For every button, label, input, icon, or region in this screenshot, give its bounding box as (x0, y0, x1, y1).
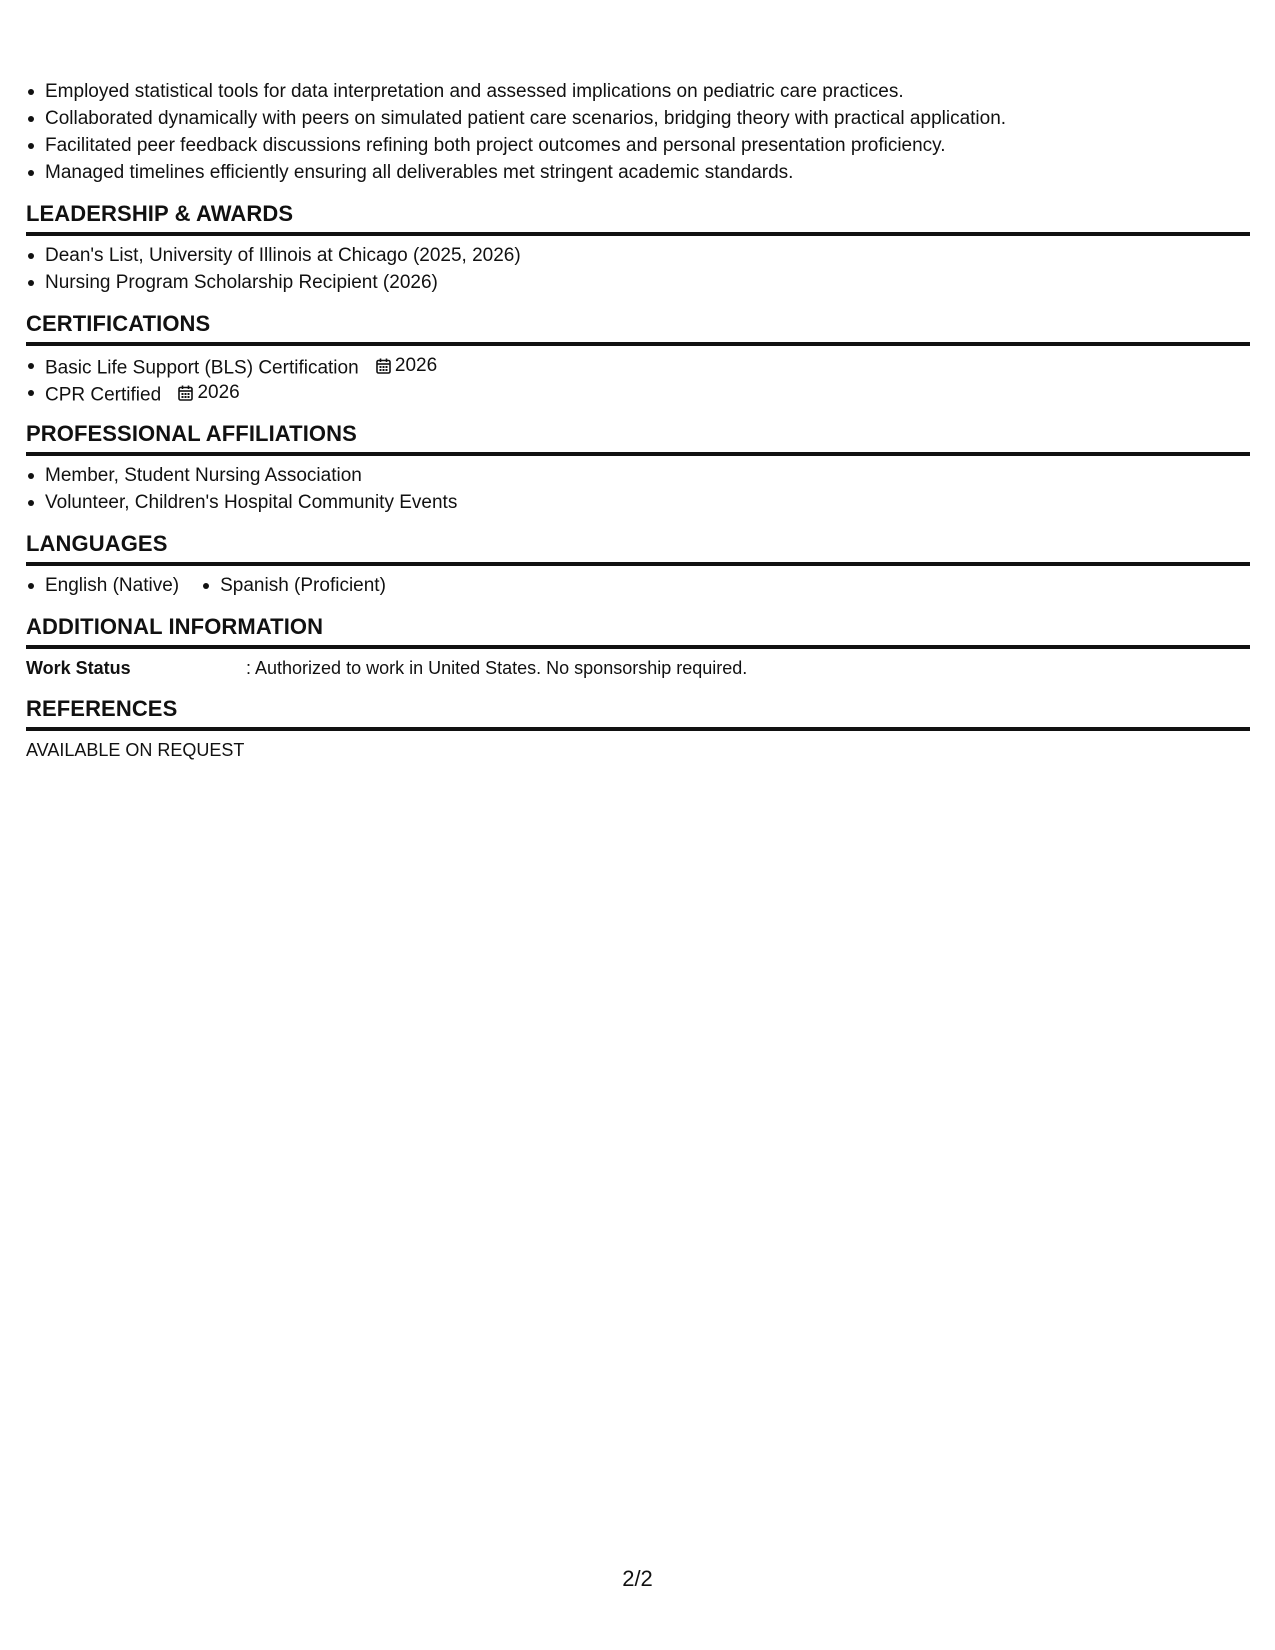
leadership-section (26, 200, 1250, 296)
references-text: AVAILABLE ON REQUEST (26, 740, 245, 760)
work-status-value: : Authorized to work in United States. No sponsorship required. (246, 658, 748, 678)
list-item: Nursing Program Scholarship Recipient (2026) (26, 269, 1250, 296)
certification-date (376, 352, 437, 379)
section-title-affiliations: PROFESSIONAL AFFILIATIONS (26, 420, 1250, 456)
work-status-label: Work Status (26, 658, 131, 678)
list-item: Managed timelines efficiently ensuring all deliverables met stringent academic standards. (26, 159, 1250, 186)
certification-item (26, 379, 1250, 406)
list-item: Facilitated peer feedback discussions refining both project outcomes and personal presentation proficiency. (26, 132, 1250, 159)
languages-section (26, 530, 1250, 599)
list-item: Dean's List, University of Illinois at Chicago (2025, 2026) (26, 242, 1250, 269)
work-status-row (26, 655, 1250, 681)
affiliations-section (26, 420, 1250, 516)
section-title-languages: LANGUAGES (26, 530, 1250, 566)
resume-page (26, 78, 1250, 763)
affiliations-list (26, 462, 1250, 516)
section-title-certifications: CERTIFICATIONS (26, 310, 1250, 346)
certifications-list (26, 352, 1250, 406)
languages-list (26, 572, 1250, 599)
additional-info-section (26, 613, 1250, 681)
certification-name: Basic Life Support (BLS) Certification (45, 357, 359, 379)
list-item: Employed statistical tools for data interpretation and assessed implications on pediatric care practices. (26, 78, 1250, 105)
calendar-icon (178, 385, 193, 401)
experience-bullet-list (26, 78, 1250, 186)
section-title-references: REFERENCES (26, 695, 1250, 731)
certification-year: 2026 (394, 355, 438, 376)
certification-date (178, 379, 239, 406)
certification-year: 2026 (197, 382, 240, 403)
list-item: Member, Student Nursing Association (26, 462, 1250, 489)
calendar-icon (376, 358, 391, 374)
certifications-section (26, 310, 1250, 406)
page-number: 2/2 (622, 1566, 653, 1591)
certification-name: CPR Certified (45, 384, 162, 406)
references-section (26, 695, 1250, 763)
leadership-list (26, 242, 1250, 296)
list-item: Volunteer, Children's Hospital Community Events (26, 489, 1250, 516)
list-item: Collaborated dynamically with peers on simulated patient care scenarios, bridging theory with practical application. (26, 105, 1250, 132)
language-item: Spanish (Proficient) (201, 572, 386, 599)
language-item: English (Native) (26, 572, 179, 599)
section-title-additional-info: ADDITIONAL INFORMATION (26, 613, 1250, 649)
certification-item (26, 352, 1250, 379)
section-title-leadership: LEADERSHIP & AWARDS (26, 200, 1250, 236)
